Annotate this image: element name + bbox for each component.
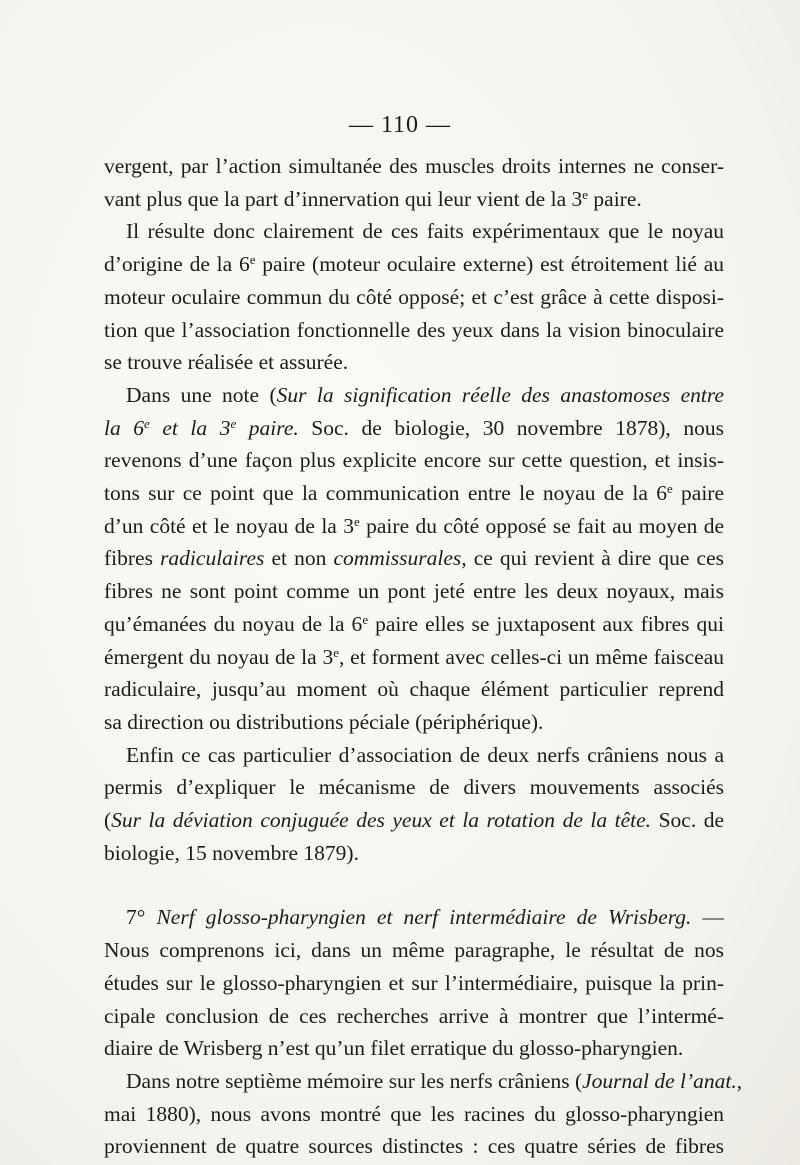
text-run: vergent, par l’action simultanée des muscles droits internes ne conser-: [104, 154, 724, 178]
text-run: ,: [736, 1068, 743, 1093]
superscript: e: [666, 481, 673, 497]
text-line: [104, 215, 724, 248]
italic-text: Journal de l’anat.: [582, 1068, 737, 1093]
text-run: sa direction ou distributions péciale (périphérique).: [104, 709, 544, 734]
italic-text: Sur la signification réelle des anastomoses entre: [276, 382, 725, 407]
text-run: mai 1880), nous avons montré que les racines du glosso-pharyngien: [104, 1101, 724, 1126]
text-run: tons sur ce point que la communication entre le noyau de la 6: [104, 481, 667, 506]
superscript: e: [353, 513, 360, 529]
text-run: (: [104, 808, 112, 833]
text-run: radiculaire, jusqu’au moment où chaque élément particulier reprend: [104, 677, 724, 702]
text-line: [104, 444, 724, 477]
text-run: Il résulte donc clairement de ces faits expérimentaux que le noyau: [126, 219, 724, 244]
italic-text: paire.: [236, 415, 299, 440]
text-line: [104, 281, 724, 314]
text-run: Nous comprenons ici, dans un même paragraphe, le résultat de nos: [104, 938, 724, 963]
italic-text: la 6: [104, 415, 145, 440]
text-run: biologie, 15 novembre 1879).: [104, 840, 359, 865]
text-line: [104, 1065, 743, 1098]
text-line: [104, 510, 724, 543]
italic-text: Sur la déviation conjuguée des yeux et la rotation de la tête.: [111, 808, 652, 833]
text-run: paire: [672, 481, 725, 506]
text-line: [104, 412, 724, 445]
text-line: [104, 150, 724, 183]
text-run: d’un côté et le noyau de la 3: [104, 513, 354, 538]
text-run: se trouve réalisée et assurée.: [104, 350, 349, 375]
text-run: Enfin ce cas particulier d’association de deux nerfs crâniens nous a: [126, 742, 724, 767]
superscript: e: [144, 415, 150, 431]
text-line: [104, 706, 724, 739]
text-run: proviennent de quatre sources distinctes : ces quatre séries de fibres: [104, 1134, 724, 1159]
text-line: [104, 575, 724, 608]
text-line: [104, 837, 724, 870]
text-line: [104, 804, 724, 837]
text-run: , et forment avec celles-ci un même faisceau: [338, 644, 724, 669]
text-line: [104, 346, 724, 379]
italic-text: radiculaires: [160, 546, 265, 571]
text-line: [104, 183, 724, 216]
text-run: Dans notre septième mémoire sur les nerfs crâniens (: [126, 1068, 583, 1093]
text-run: tion que l’association fonctionnelle des yeux dans la vision binoculaire: [104, 317, 724, 342]
text-run: paire elles se juxtaposent aux fibres qui: [368, 611, 724, 636]
text-run: cipale conclusion de ces recherches arrive à montrer que l’intermé-: [104, 1003, 724, 1028]
text-line: [104, 771, 724, 804]
text-run: paire (moteur oculaire externe) est étroitement lié au: [255, 252, 724, 277]
italic-text: commissurales,: [333, 546, 467, 571]
text-line: [104, 1098, 724, 1131]
superscript: e: [249, 252, 256, 268]
text-run: vant plus que la part d’innervation qui leur vient de la 3: [104, 186, 583, 211]
text-run: fibres ne sont point comme un pont jeté entre les deux noyaux, mais: [104, 579, 724, 604]
text-run: Dans une note (: [126, 382, 277, 407]
text-line: [104, 641, 724, 674]
text-line: [104, 967, 724, 1000]
text-run: ce qui revient à dire que ces: [466, 546, 725, 571]
text-line: [104, 1032, 724, 1065]
text-run: paire du côté opposé se fait au moyen de: [359, 513, 724, 538]
text-line: [104, 901, 724, 934]
text-line: [104, 608, 724, 641]
text-run: diaire de Wrisberg n’est qu’un filet erratique du glosso-pharyngien.: [104, 1036, 684, 1061]
text-run: paire.: [588, 186, 642, 211]
superscript: e: [582, 186, 589, 202]
text-run: permis d’expliquer le mécanisme de divers mouvements associés: [104, 775, 724, 800]
text-line: [104, 314, 724, 347]
section-gap: [104, 869, 724, 901]
italic-text: et la 3: [149, 415, 231, 440]
superscript: e: [333, 644, 339, 660]
text-run: qu’émanées du noyau de la 6: [104, 611, 363, 636]
text-run: et non: [264, 546, 334, 571]
text-line: [104, 379, 724, 412]
superscript: e: [230, 415, 237, 431]
text-line: [104, 1130, 724, 1163]
text-run: Soc. de biologie, 30 novembre 1878), nous: [298, 415, 724, 440]
text-line: [104, 542, 724, 575]
text-run: moteur oculaire commun du côté opposé; et c’est grâce à cette disposi-: [104, 284, 724, 309]
text-line: [104, 739, 724, 772]
text-run: d’origine de la 6: [104, 252, 250, 277]
text-run: Soc. de: [651, 808, 725, 833]
page-number: — 110 —: [348, 112, 452, 138]
text-line: [104, 1000, 724, 1033]
text-line: [104, 248, 724, 281]
text-run: études sur le glosso-pharyngien et sur l’intermédiaire, puisque la prin-: [104, 970, 724, 995]
body-text: [104, 150, 743, 1163]
italic-text: Nerf glosso-pharyngien et nerf intermédiaire de Wrisberg.: [156, 905, 692, 930]
text-line: [104, 673, 724, 706]
text-line: [104, 477, 724, 510]
text-run: 7°: [126, 905, 157, 930]
text-line: [104, 934, 724, 967]
text-run: revenons d’une façon plus explicite encore sur cette question, et insis-: [104, 448, 724, 473]
text-run: —: [691, 905, 724, 930]
text-run: émergent du noyau de la 3: [104, 644, 334, 669]
superscript: e: [362, 611, 369, 627]
text-run: fibres: [104, 546, 161, 571]
